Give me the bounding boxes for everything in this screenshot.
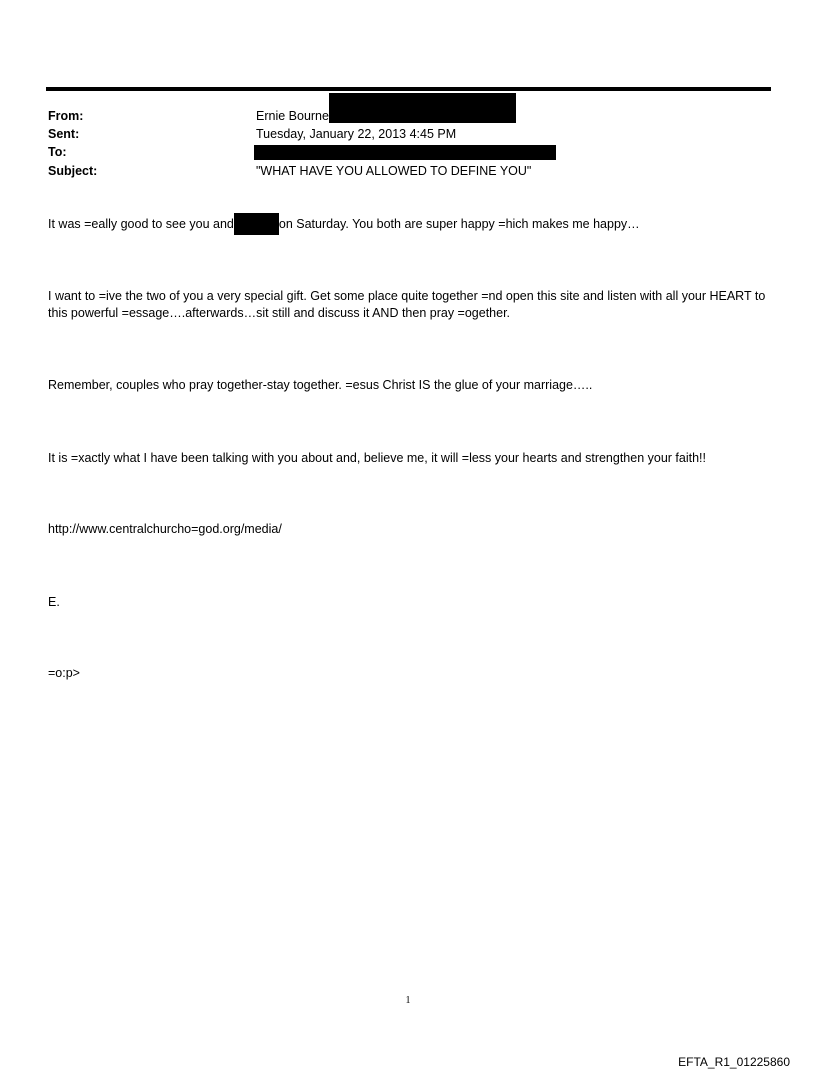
page-number: 1 — [405, 995, 411, 1006]
to-label: To: — [48, 145, 67, 159]
paragraph-text: It was =eally good to see you and — [48, 217, 234, 231]
sent-value: Tuesday, January 22, 2013 4:45 PM — [256, 127, 457, 141]
document-id: EFTA_R1_01225860 — [678, 1055, 790, 1069]
redaction-block — [254, 145, 556, 160]
redaction-block — [234, 213, 279, 235]
from-label: From: — [48, 109, 84, 123]
signoff: E. — [48, 595, 60, 609]
link-text: http://www.centralchurcho=god.org/media/ — [48, 522, 282, 536]
body-paragraph: I want to =ive the two of you a very special gift. Get some place quite together =nd open this site and listen with all your HEART to this powerful =essage….afterwards…sit still and discuss it AND then pray =ogether. — [48, 289, 766, 320]
header-rule — [46, 87, 771, 91]
body-paragraph: Remember, couples who pray together-stay together. =esus Christ IS the glue of your marriage….. — [48, 378, 593, 392]
trailer-text: =o:p> — [48, 666, 80, 680]
sender-name: Ernie Bourne — [256, 109, 329, 123]
subject-value: "WHAT HAVE YOU ALLOWED TO DEFINE YOU" — [256, 164, 532, 178]
redaction-block — [329, 93, 516, 123]
body-paragraph — [48, 216, 778, 235]
to-value — [254, 143, 556, 161]
body-paragraph: It is =xactly what I have been talking with you about and, believe me, it will =less your hearts and strengthen your faith!! — [48, 451, 707, 465]
subject-label: Subject: — [48, 164, 98, 178]
paragraph-text: on Saturday. You both are super happy =hich makes me happy… — [278, 217, 640, 231]
sent-label: Sent: — [48, 127, 80, 141]
from-value — [256, 107, 516, 125]
